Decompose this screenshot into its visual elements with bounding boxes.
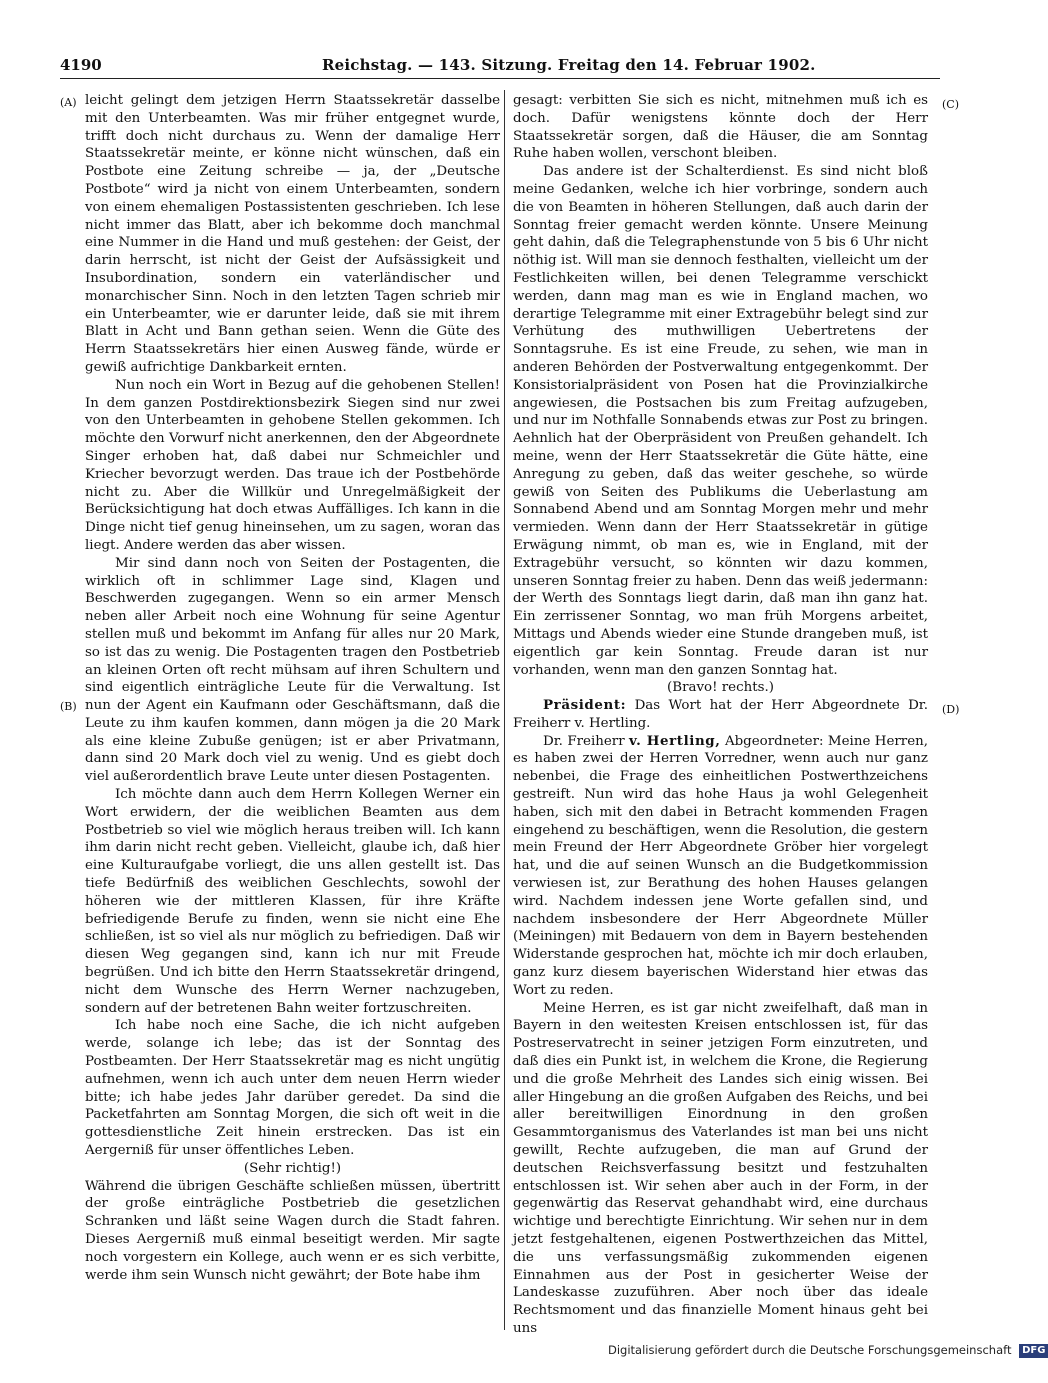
speaker-text: Das Wort hat der Herr Abgeordnete Dr. Freiherr v. Hertling.: [513, 698, 928, 731]
interjection: (Sehr richtig!): [243, 1160, 342, 1176]
paragraph: leicht gelingt dem jetzigen Herrn Staatssekretär dasselbe mit den Unterbeamten. Was mir früher entgegnet wurde, trifft doch nicht durchaus zu. Wenn der damalige Herr Staatssekretär meinte, er könne nicht wünschen, daß ein Postbote eine Zeitung schreibe — ja, der „Deutsche Postbote“ wird ja nicht von einem Unterbeamten, sondern von einem ehemaligen Postassistenten geschrieben. Ich lese nicht immer das Blatt, aber ich bekomme doch manchmal eine Nummer in die Hand und muß gestehen: der Geist, der darin herrscht, ist nicht der Geist der Aufsässigkeit und Insubordination, sondern ein vaterländischer und monarchischer Sinn. Noch in den letzten Tagen schrieb mir ein Unterbeamter, wie er darunter leide, daß sie mit ihrem Blatt in Acht und Bann gethan seien. Wenn die Güte des Herrn Staatssekretärs hier einen Ausweg fände, würde er gewiß aufrichtige Dankbarkeit ernten.: [85, 93, 500, 375]
header-rule: [60, 78, 940, 79]
page-header: [60, 54, 940, 76]
credit-text: Digitalisierung gefördert durch die Deutsche Forschungsgemeinschaft: [608, 1343, 1012, 1357]
margin-mark-c: (C): [942, 98, 959, 111]
paragraph: Das andere ist der Schalterdienst. Es sind nicht bloß meine Gedanken, welche ich hier vorbringe, sondern auch die von Beamten in höheren Stellungen, daß auch darin der Sonntag freier gemacht werden könnte. Unsere Meinung geht dahin, daß die Telegraphenstunde von 5 bis 6 Uhr nicht nöthig ist. Will man sie dennoch festhalten, vielleicht um der Festlichkeiten willen, bei denen Telegramme verschickt werden, dann mag man es wie in England machen, wo derartige Telegramme mit einer Extragebühr belegt sind zur Verhütung des muthwilligen Uebertretens der Sonntagsruhe. Es ist eine Freude, zu sehen, wie man in anderen Behörden der Postverwaltung entgegenkommt. Der Konsistorialpräsident von Posen hat die Provinzialkirche angewiesen, die Postsachen bis zum Freitag aufzugeben, und nur im Nothfalle Sonnabends etwas zur Post zu bringen. Aehnlich hat der Oberpräsident von Preußen gehandelt. Ich meine, wenn der Herr Staatssekretär die Güte hätte, eine Anregung zu geben, daß das weiter geschehe, so würde gewiß von Seiten des Publikums die Ueberlastung am Sonnabend Abend und am Sonntag Morgen mehr und mehr vermieden. Wenn dann der Herr Staatssekretär in gütige Erwägung nimmt, ob man es, wie in England, mit der Extragebühr versucht, so könnten wir dazu kommen, unseren Sonntag freier zu haben. Denn das weiß jedermann: der Werth des Sonntags liegt darin, daß man ihn ganz hat. Ein zerrissener Sonntag, wo man früh Morgens arbeitet, Mittags und Abends wieder eine Stunde drangeben muß, ist eigentlich gar kein Sonntag. Freude daran ist nur vorhanden, wenn man den ganzen Sonntag hat.: [513, 164, 928, 678]
paragraph: Ich habe noch eine Sache, die ich nicht aufgeben werde, solange ich lebe; das ist der Sonntag des Postbeamten. Der Herr Staatssekretär mag es nicht ungütig aufnehmen, wenn ich auch unter dem neuen Herrn wieder bitte; ich habe jedes Jahr darüber geredet. Da sind die Packetfahrten am Sonntag Morgen, die sich oft weit in die gottesdienstliche Zeit hinein erstrecken. Das ist ein Aergerniß für unser öffentliches Leben.: [85, 1018, 500, 1159]
speaker-text: Abgeordneter: Meine Herren, es haben zwei der Herren Vorredner, wenn auch nur ganz nebenbei, die Frage des einheitlichen Postwerthzeichens gestreift. Nun wird das hohe Haus ja wohl Gelegenheit haben, sich mit den dabei in Betracht kommenden Fragen eingehend zu beschäftigen, wenn die Resolution, die gestern mein Freund der Herr Abgeordnete Gröber hier vorgelegt hat, und die auf seinen Wunsch an die Budgetkommission verwiesen ist, zur Berathung des hohen Hauses gelangen wird. Nachdem indessen jene Worte gefallen sind, und nachdem insbesondere der Herr Abgeordnete Müller (Meiningen) mit Bedauern von dem in Bayern bestehenden Widerstande gesprochen hat, möchte ich mir doch erlauben, ganz kurz diesem bayerischen Widerstand hier etwas das Wort zu reden.: [513, 733, 929, 998]
interjection: (Bravo! rechts.): [667, 680, 774, 696]
speaker-paragraph: [513, 697, 928, 733]
dfg-logo: DFG: [1019, 1344, 1048, 1358]
speaker-title: Dr. Freiherr: [543, 733, 630, 749]
running-title: Reichstag. — 143. Sitzung. Freitag den 14. Februar 1902.: [322, 56, 816, 74]
speaker-name: v. Hertling,: [629, 732, 721, 749]
digitization-credit: [608, 1343, 1046, 1363]
left-column: [85, 92, 500, 1332]
paragraph: Meine Herren, es ist gar nicht zweifelhaft, daß man in Bayern in den weitesten Kreisen entschlossen ist, für das Postreservatrecht in seiner jetzigen Form einzutreten, und daß dies ein Punkt ist, in welchem die Krone, die Regierung und die große Mehrheit des Landes sich einig wissen. Bei aller Hingebung an die großen Aufgaben des Reichs, und bei aller bereitwilligen Einordnung in den großen Gesammtorganismus des Vaterlandes ist man bei uns nicht gewillt, Rechte aufzugeben, die man auf Grund der deutschen Reichsverfassung besitzt und festzuhalten entschlossen ist. Wir sehen aber auch in der Form, in der gegenwärtig das Reservat gehandhabt wird, eine durchaus wichtige und berechtigte Einrichtung. Wir sehen nur in dem jetzt festgehaltenen, eigenen Postwerthzeichen das Mittel, die uns verfassungsmäßig zukommenden eigenen Einnahmen aus der Post in gesicherter Weise der Landeskasse zuzuführen. Aber noch über das ideale Rechtsmoment und das finanzielle Moment hinaus geht bei uns: [513, 1000, 929, 1336]
speaker-paragraph: [513, 733, 928, 1000]
paragraph: Während die übrigen Geschäfte schließen müssen, übertritt der große einträgliche Postbetrieb die gesetzlichen Schranken und läßt seine Wagen durch die Stadt fahren. Dieses Aergerniß muß einmal beseitigt werden. Mir sagte noch vorgestern ein Kollege, auch wenn er es sich verbitte, werde ihm sein Wunsch nicht gewährt; der Bote habe ihm: [85, 1178, 500, 1283]
right-column: [513, 92, 929, 1336]
speaker-name: Präsident:: [543, 697, 627, 714]
margin-mark-b: (B): [60, 700, 77, 713]
paragraph: Nun noch ein Wort in Bezug auf die gehobenen Stellen! In dem ganzen Postdirektionsbezirk Siegen sind nur zwei von den Unterbeamten in gehobene Stellen gekommen. Ich möchte den Vorwurf nicht anerkennen, den der Abgeordnete Singer erhoben hat, daß dabei nur Schmeichler und Kriecher bevorzugt werden. Das traue ich der Postbehörde nicht zu. Aber die Willkür und Unregelmäßigkeit der Berücksichtigung hat doch etwas Auffälliges. Ich kann in die Dinge nicht tief genug hineinsehen, um zu sagen, woran das liegt. Andere werden das aber wissen.: [85, 377, 500, 553]
paragraph: gesagt: verbitten Sie sich es nicht, mitnehmen muß ich es doch. Dafür wenigstens könnte doch der Herr Staatssekretär sorgen, daß die Häuser, die am Sonntag Ruhe haben wollen, verschont bleiben.: [513, 93, 928, 162]
page-number: 4190: [60, 56, 102, 74]
column-divider: [504, 90, 505, 1330]
paragraph: Ich möchte dann auch dem Herrn Kollegen Werner ein Wort erwidern, der die weiblichen Beamten aus dem Postbetrieb so viel wie möglich heraus treiben will. Ich kann ihm darin nicht recht geben. Vielleicht, glaube ich, daß hier eine Kulturaufgabe vorliegt, die uns allen gestellt ist. Das tiefe Bedürfniß des weiblichen Geschlechts, sowohl der höheren wie der mittleren Klassen, für ihre Kräfte befriedigende Berufe zu finden, wenn sie nicht eine Ehe schließen, ist so viel als nur möglich zu befriedigen. Daß wir diesen Weg gegangen sind, kann ich nur mit Freude begrüßen. Und ich bitte den Herrn Staatssekretär dringend, nicht dem Wunsche des Herrn Werner nachzugeben, sondern auf der betretenen Bahn weiter fortzuschreiten.: [85, 787, 500, 1016]
margin-mark-a: (A): [60, 96, 77, 109]
paragraph: Mir sind dann noch von Seiten der Postagenten, die wirklich oft in schlimmer Lage sind, Klagen und Beschwerden zugegangen. Wenn so ein armer Mensch neben aller Arbeit noch eine Wohnung für seine Agentur stellen muß und bekommt im Anfang für alles nur 20 Mark, so ist das zu wenig. Die Postagenten tragen den Postbetrieb an kleinen Orten oft recht mühsam auf ihren Schultern und sind eigentlich einträgliche Leute für die Verwaltung. Ist nun der Agent ein Kaufmann oder Geschäftsmann, daß die Leute zu ihm kaufen kommen, dann mögen ja die 20 Mark als eine kleine Zubuße genügen; ist er aber Privatmann, dann sind 20 Mark doch viel zu wenig. Und es giebt doch viel außerordentlich brave Leute unter diesen Postagenten.: [85, 555, 500, 785]
margin-mark-d: (D): [942, 703, 960, 716]
